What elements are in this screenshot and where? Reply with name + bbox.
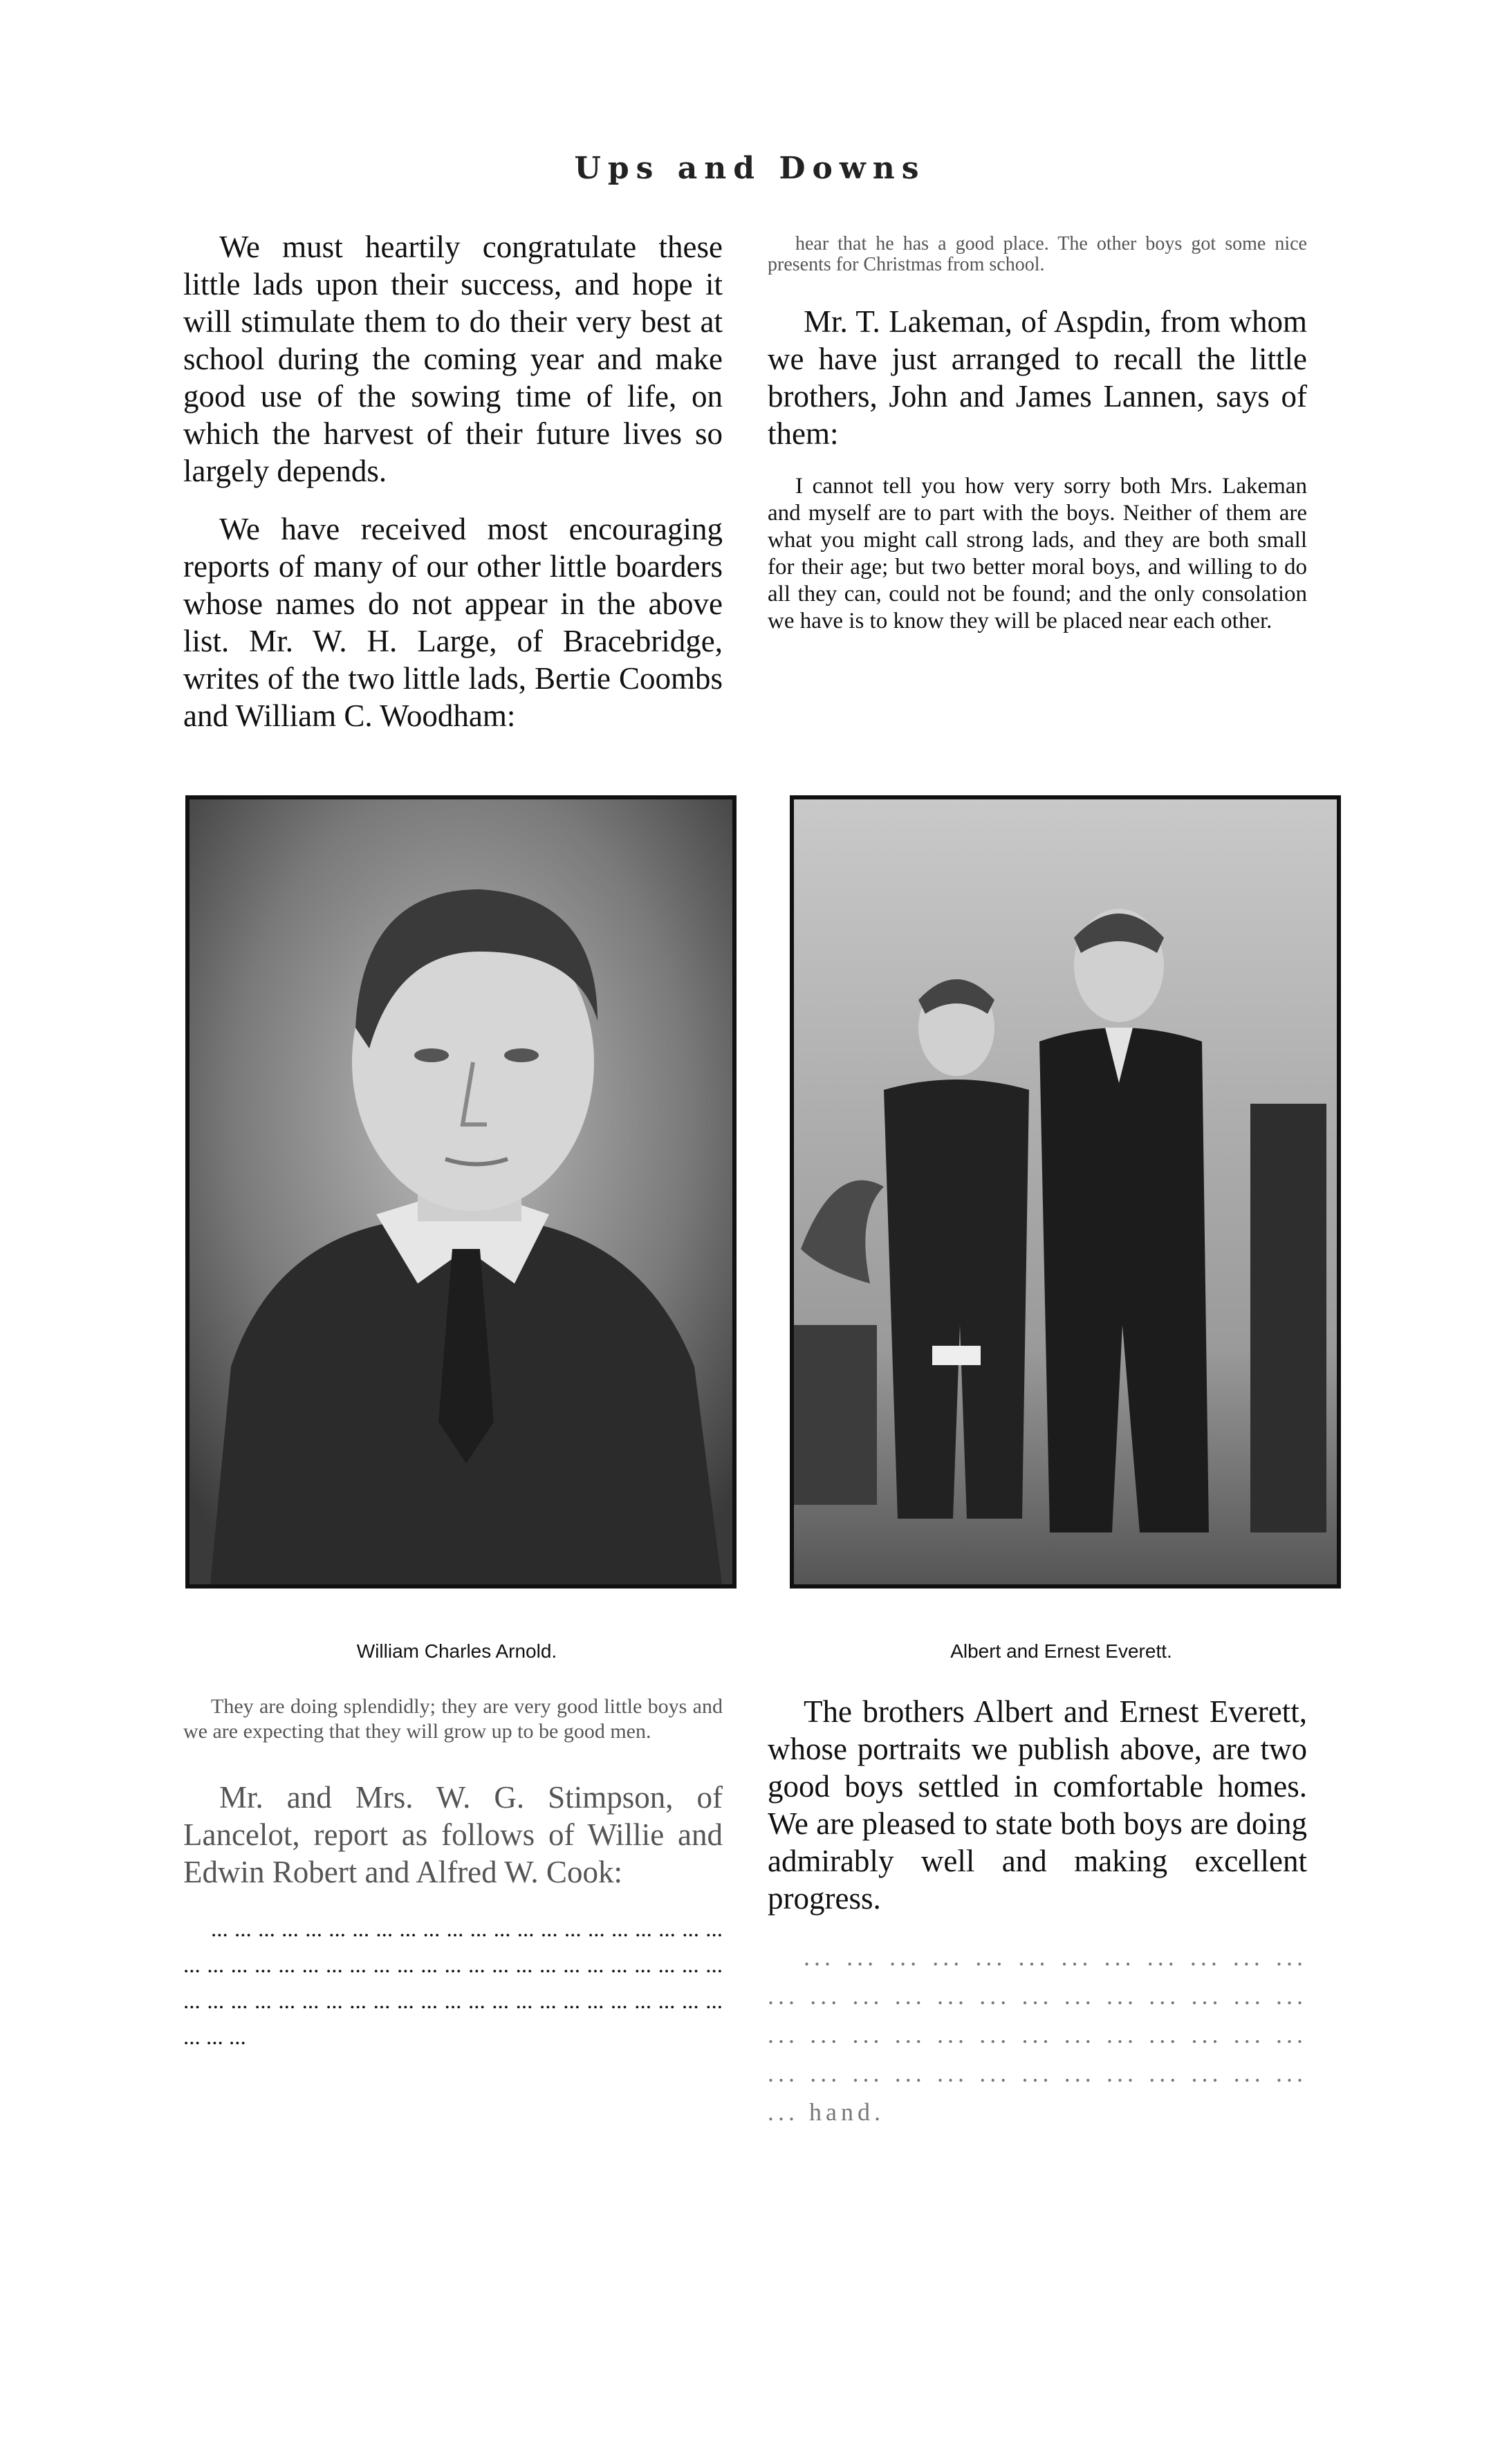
paragraph-lakeman: Mr. T. Lakeman, of Aspdin, from whom we have just arranged to recall the little brothers, John and James Lannen, says of them:: [768, 304, 1307, 451]
paragraph-everett: The brothers Albert and Ernest Everett, whose portraits we publish above, are two good boys settled in comfortable homes. We are pleased to state both boys are doing admirably well and making excellent progress.: [768, 1694, 1307, 1916]
faded-quote-top: hear that he has a good place. The other boys got some nice presents for Christmas from school.: [768, 233, 1307, 275]
portrait-photo-william: [185, 795, 737, 1588]
brothers-illustration: [794, 799, 1337, 1584]
portrait-photo-everett-brothers: [790, 795, 1341, 1588]
caption-william: William Charles Arnold.: [356, 1640, 557, 1662]
paragraph-congratulate: We must heartily congratulate these little lads upon their success, and hope it will stimulate them to do their very best at school during the coming year and make good use of the sowing time of life, on which the harvest of their future lives so largely depends.: [183, 230, 723, 488]
portrait-illustration: [189, 799, 732, 1584]
right-column-top: [768, 234, 1307, 635]
quote-stimpson-faded: ... ... ... ... ... ... ... ... ... ... ... ... ... ... ... ... ... ... ... ... ... ... ... ... ... ... ... ... ... ... ... ... ... ... ... ... ... ... ... ... ... ... ... ... ... ... ... ... ... ... ... ... ... ... ... ... ... ... ... ... ... ... ... ... ... ... ... ... ... ... ...: [183, 1917, 723, 2050]
paragraph-faded-bottom: ... ... ... ... ... ... ... ... ... ... ... ... ... ... ... ... ... ... ... ... ... ... ... ... ... ... ... ... ... ... ... ... ... ... ... ... ... ... ... ... ... ... ... ... ... ... ... ... ... ... ... ... hand.: [768, 1943, 1307, 2126]
right-column-bottom: [768, 1693, 1307, 2152]
paragraph-encouraging-reports: We have received most encouraging reports of many of our other little boarders whose names do not appear in the above list. Mr. W. H. Large, of Bracebridge, writes of the two little lads, Bertie Coombs and William C. Woodham:: [183, 512, 723, 733]
caption-everett: Albert and Ernest Everett.: [950, 1640, 1172, 1662]
paragraph-stimpson: Mr. and Mrs. W. G. Stimpson, of Lancelot, report as follows of Willie and Edwin Robert and Alfred W. Cook:: [183, 1780, 723, 1889]
left-column-bottom: [183, 1694, 723, 2055]
left-column-top: [183, 228, 723, 755]
quote-large: They are doing splendidly; they are very good little boys and we are expecting that they will grow up to be good men.: [183, 1695, 723, 1743]
quote-lakeman: I cannot tell you how very sorry both Mrs. Lakeman and myself are to part with the boys. Neither of them are what you might call strong lads, and they are both small for their age; but two better moral boys, and willing to do all they can, could not be found; and the only consolation we have is to know they will be placed near each other.: [768, 474, 1307, 633]
running-head: Ups and Downs: [574, 151, 926, 186]
